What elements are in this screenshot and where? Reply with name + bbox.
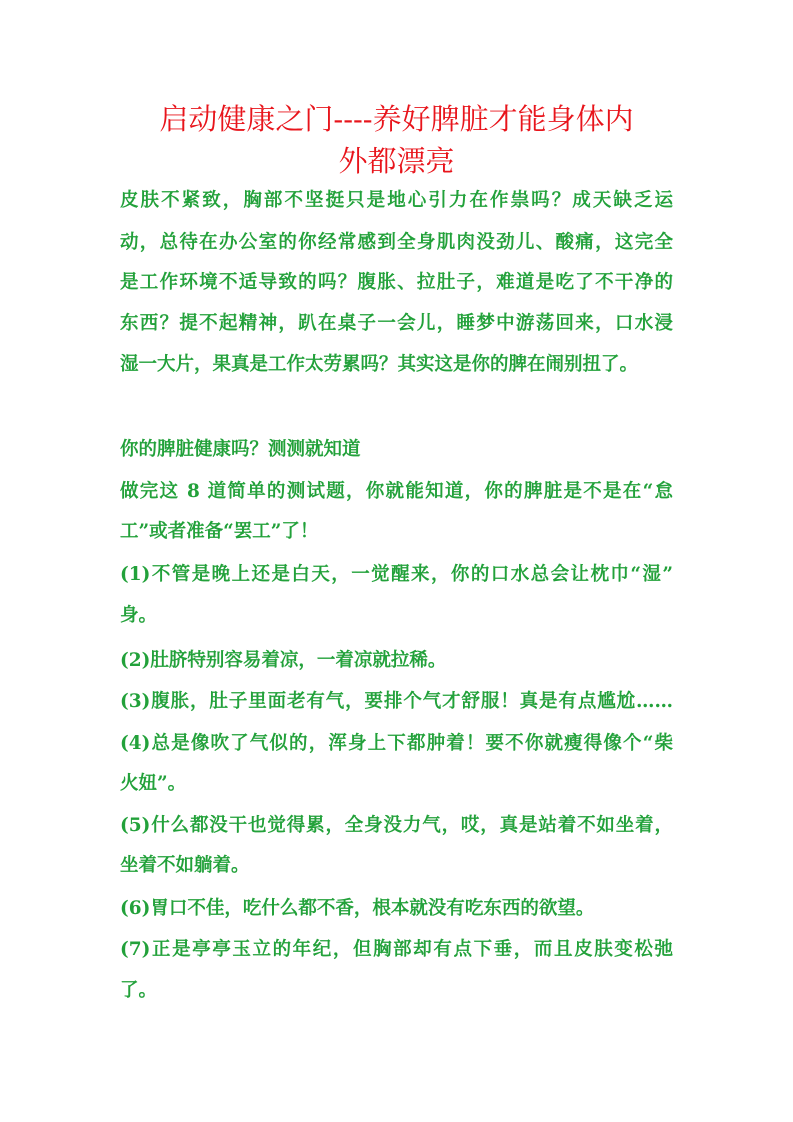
intro-line-1: 皮肤不紧致，胸部不坚挺只是地心引力在作祟吗？成天缺乏运 — [120, 190, 673, 211]
question-5-line-1: (5)什么都没干也觉得累，全身没力气，哎，真是站着不如坐着， — [120, 815, 673, 836]
intro-line-3: 是工作环境不适导致的吗？腹胀、拉肚子，难道是吃了不干净的 — [120, 272, 673, 293]
intro-line-2: 动，总待在办公室的你经常感到全身肌肉没劲儿、酸痛，这完全 — [120, 232, 673, 253]
question-1-line-1: (1)不管是晚上还是白天，一觉醒来，你的口水总会让枕巾“湿” — [120, 564, 673, 585]
intro-line-5: 湿一大片，果真是工作太劳累吗？其实这是你的脾在闹别扭了。 — [120, 354, 639, 375]
question-1-line-2: 身。 — [120, 605, 158, 626]
question-4-line-1: (4)总是像吹了气似的，浑身上下都肿着！要不你就瘦得像个“柴 — [120, 733, 673, 754]
section-heading: 你的脾脏健康吗？测测就知道 — [120, 439, 361, 460]
question-2: (2)肚脐特别容易着凉，一着凉就拉稀。 — [120, 650, 447, 671]
question-5-line-2: 坐着不如躺着。 — [120, 855, 250, 876]
intro-line-4: 东西？提不起精神，趴在桌子一会儿，睡梦中游荡回来，口水浸 — [120, 313, 673, 334]
question-6: (6)胃口不佳，吃什么都不香，根本就没有吃东西的欲望。 — [120, 898, 595, 919]
question-4-line-2: 火妞”。 — [120, 773, 187, 794]
question-7-line-1: (7)正是亭亭玉立的年纪，但胸部却有点下垂，而且皮肤变松弛 — [120, 939, 673, 960]
section-intro-line-1: 做完这 8 道简单的测试题，你就能知道，你的脾脏是不是在“怠 — [120, 481, 673, 502]
question-7-line-2: 了。 — [120, 980, 158, 1001]
question-3: (3)腹胀，肚子里面老有气，要排个气才舒服！真是有点尴尬…… — [120, 691, 673, 712]
document-title-line-1: 启动健康之门----养好脾脏才能身体内 — [159, 102, 634, 136]
document-title-line-2: 外都漂亮 — [338, 144, 455, 178]
section-intro-line-2: 工”或者准备“罢工”了！ — [120, 521, 319, 542]
